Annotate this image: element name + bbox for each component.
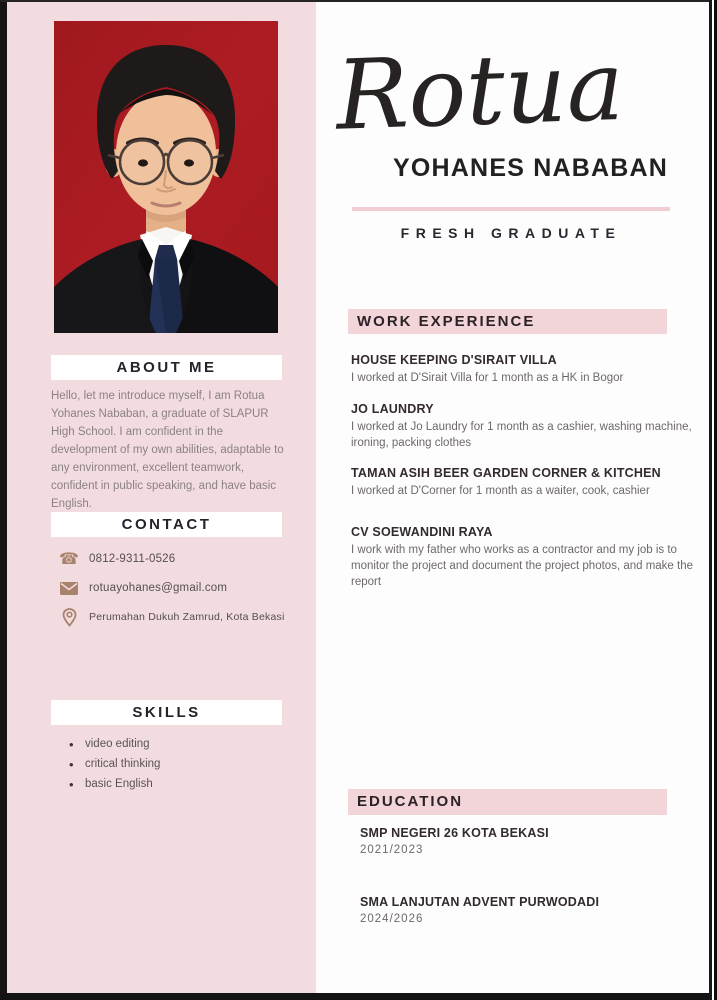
- scan-edge-top: [0, 0, 717, 2]
- work-entry-desc: I worked at D'Sirait Villa for 1 month as a HK in Bogor: [351, 372, 624, 384]
- work-entry-title: TAMAN ASIH BEER GARDEN CORNER & KITCHEN: [351, 466, 661, 480]
- about-section-title: ABOUT ME: [51, 355, 282, 380]
- address: Perumahan Dukuh Zamrud, Kota Bekasi: [89, 611, 285, 623]
- education-school: SMA LANJUTAN ADVENT PURWODADI: [360, 895, 600, 909]
- work-entry-desc: I worked at Jo Laundry for 1 month as a cashier, washing machine, ironing, packing clothes: [351, 421, 692, 450]
- skills-section-title: SKILLS: [51, 700, 282, 725]
- scan-edge-bottom: [0, 993, 717, 1000]
- scan-edge-left: [0, 0, 7, 1000]
- work-entry-title: CV SOEWANDINI RAYA: [351, 525, 493, 539]
- work-entry: [351, 353, 693, 386]
- phone-number: 0812-9311-0526: [89, 553, 176, 565]
- education-section-title: EDUCATION: [348, 789, 667, 815]
- skill-item: • critical thinking: [69, 758, 160, 770]
- work-entry-title: HOUSE KEEPING D'SIRAIT VILLA: [351, 353, 557, 367]
- education-entry: [360, 826, 690, 856]
- work-entry: [351, 402, 693, 451]
- education-entry: [360, 895, 690, 925]
- profile-photo: [54, 21, 278, 333]
- full-name-caps: YOHANES NABABAN: [393, 154, 668, 182]
- phone-icon: ☎: [59, 549, 79, 568]
- sidebar: [7, 2, 316, 993]
- scan-edge-right: [709, 0, 717, 1000]
- email-address: rotuayohanes@gmail.com: [89, 582, 228, 594]
- contact-list: [59, 550, 309, 637]
- location-icon: [59, 608, 79, 626]
- work-entry: [351, 466, 693, 499]
- work-experience-section-title: WORK EXPERIENCE: [348, 309, 667, 334]
- work-entry-title: JO LAUNDRY: [351, 402, 434, 416]
- skill-item: • video editing: [69, 738, 160, 750]
- education-years: 2024/2026: [360, 913, 424, 925]
- work-entry: [351, 525, 693, 590]
- subtitle: FRESH GRADUATE: [400, 225, 622, 241]
- skill-item: • basic English: [69, 778, 160, 790]
- email-icon: [59, 579, 79, 597]
- work-entry-desc: I work with my father who works as a contractor and my job is to monitor the project and document the project photos, and make the report: [351, 544, 694, 589]
- work-entry-desc: I worked at D'Corner for 1 month as a waiter, cook, cashier: [351, 485, 650, 497]
- contact-phone-row: [59, 550, 309, 568]
- education-school: SMP NEGERI 26 KOTA BEKASI: [360, 826, 549, 840]
- about-text: Hello, let me introduce myself, I am Rotua Yohanes Nababan, a graduate of SLAPUR High School. I am confident in the development of my own abilities, adaptable to any environment, excellent teamwork, confident in public speaking, and have basic English.: [51, 390, 284, 510]
- header-divider: [352, 207, 670, 211]
- skills-list: [69, 738, 160, 798]
- contact-address-row: [59, 608, 309, 626]
- contact-section-title: CONTACT: [51, 512, 282, 537]
- contact-email-row: [59, 579, 309, 597]
- education-years: 2021/2023: [360, 844, 424, 856]
- first-name-script: Rotua: [334, 29, 626, 152]
